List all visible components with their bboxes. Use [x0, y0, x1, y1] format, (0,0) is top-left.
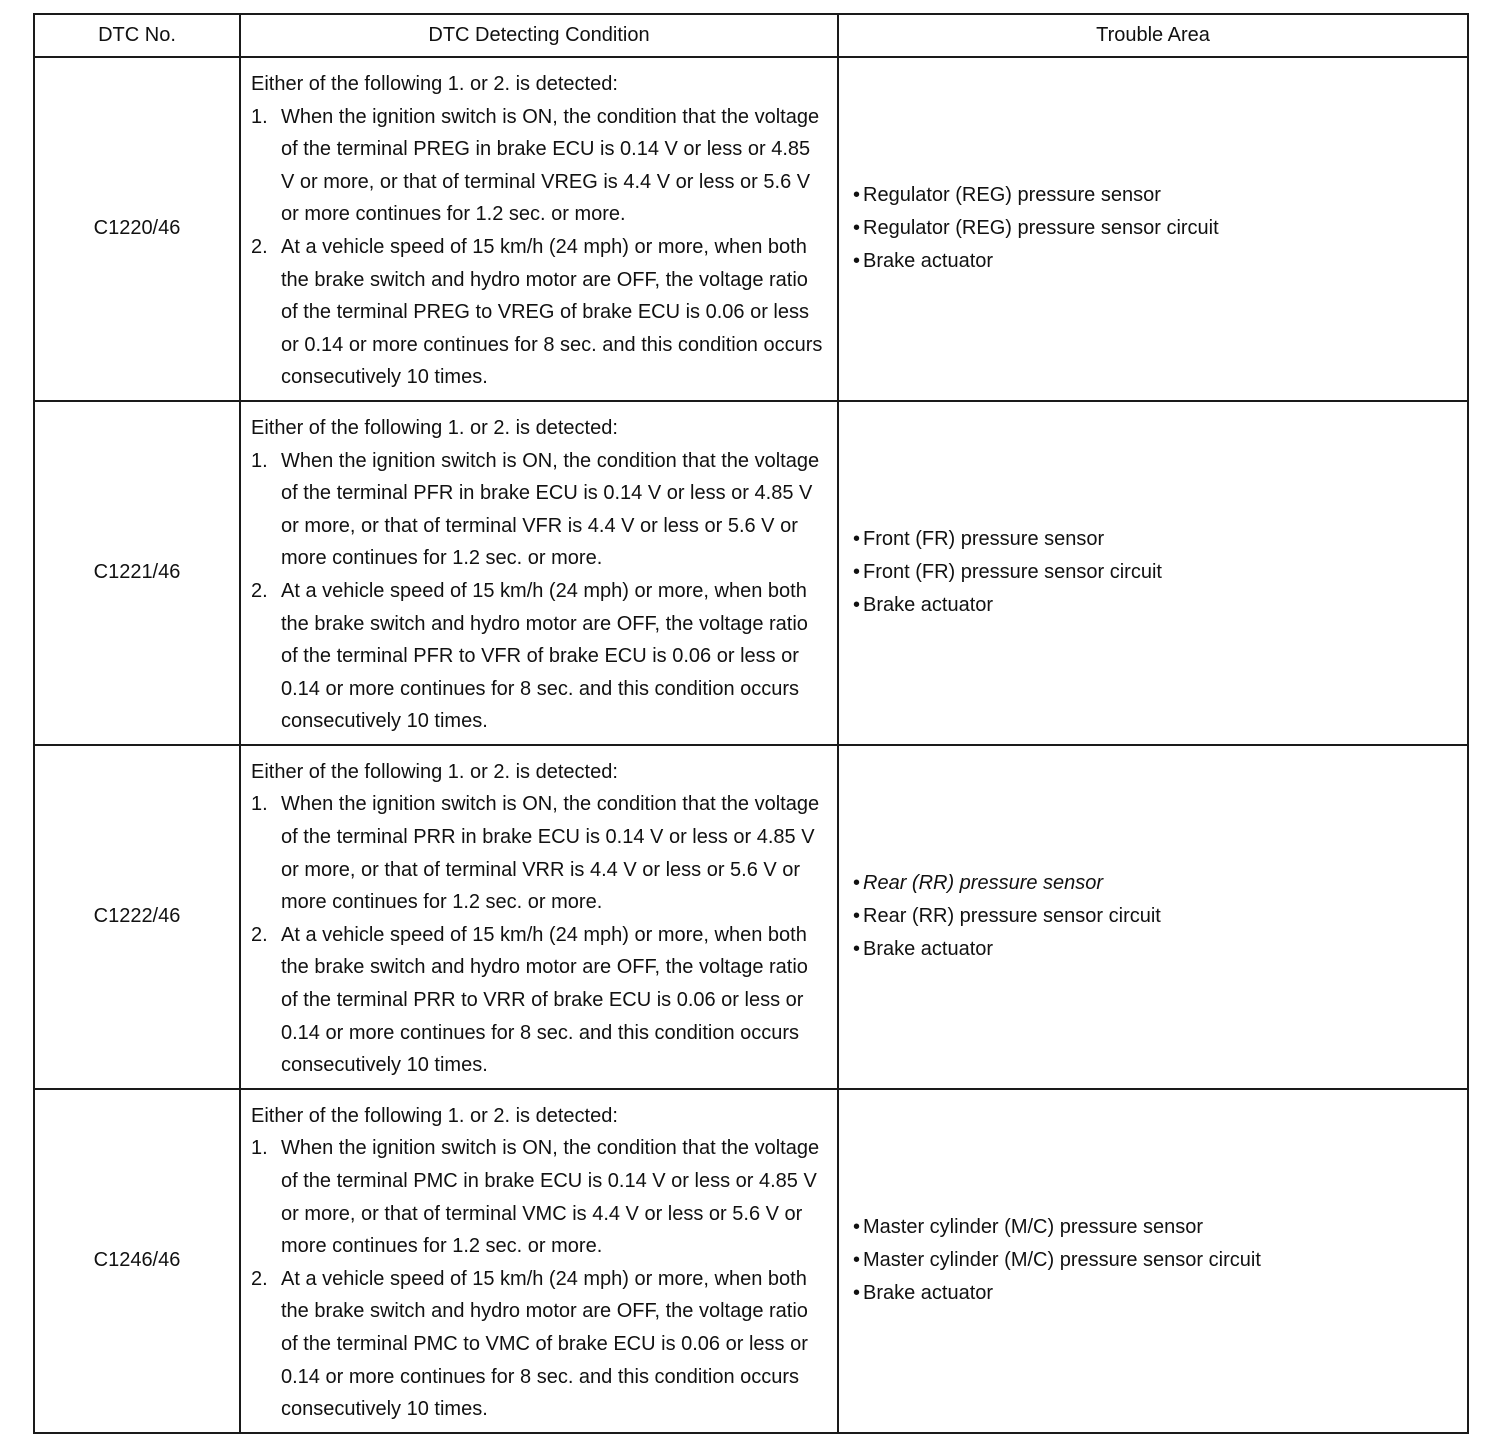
trouble-area-item: [853, 1244, 1453, 1277]
condition-item-2: [251, 231, 827, 394]
item-number: 2.: [251, 1267, 268, 1290]
item-text: When the ignition switch is ON, the condition that the voltage of the terminal PRR in brake ECU is 0.14 V or less or 4.85 V or more, or that of terminal VRR is 4.4 V or less or 5.6 V or more continues for 1.2 sec. or more.: [281, 793, 820, 914]
trouble-area: [838, 57, 1468, 401]
condition-item-2: [251, 1263, 827, 1426]
bullet-icon: •: [853, 250, 861, 273]
condition-intro: Either of the following 1. or 2. is detected:: [251, 760, 618, 783]
condition-intro: Either of the following 1. or 2. is detected:: [251, 416, 618, 439]
bullet-icon: •: [853, 217, 861, 240]
item-text: At a vehicle speed of 15 km/h (24 mph) or more, when both the brake switch and hydro motor are OFF, the voltage ratio of the terminal PMC to VMC of brake ECU is 0.06 or less or 0.14 or more continues for 8 sec. and this condition occurs consecutively 10 times.: [281, 1267, 808, 1421]
trouble-area-text: Master cylinder (M/C) pressure sensor: [863, 1216, 1204, 1239]
condition-item-2: [251, 919, 827, 1082]
condition-intro: Either of the following 1. or 2. is detected:: [251, 73, 618, 95]
dtc-table: [33, 13, 1469, 1434]
condition-intro: Either of the following 1. or 2. is detected:: [251, 1104, 618, 1127]
condition-item-1: [251, 445, 827, 575]
trouble-area-item: [853, 1277, 1453, 1310]
item-number: 1.: [251, 449, 268, 472]
item-text: When the ignition switch is ON, the condition that the voltage of the terminal PMC in brake ECU is 0.14 V or less or 4.85 V or more, or that of terminal VMC is 4.4 V or less or 5.6 V or more continues for 1.2 sec. or more.: [281, 1137, 820, 1258]
trouble-area-text: Regulator (REG) pressure sensor circuit: [863, 217, 1219, 240]
bullet-icon: •: [853, 528, 861, 551]
table-row: [34, 57, 1468, 401]
trouble-area-text: Brake actuator: [863, 1282, 994, 1305]
dtc-code: C1221/46: [34, 401, 240, 745]
trouble-area-text: Brake actuator: [863, 250, 994, 273]
item-number: 1.: [251, 793, 268, 816]
trouble-area-text: Brake actuator: [863, 938, 994, 961]
item-text: At a vehicle speed of 15 km/h (24 mph) or more, when both the brake switch and hydro motor are OFF, the voltage ratio of the terminal PRR to VRR of brake ECU is 0.06 or less or 0.14 or more continues for 8 sec. and this condition occurs consecutively 10 times.: [281, 923, 808, 1077]
trouble-area-text: Master cylinder (M/C) pressure sensor circuit: [863, 1249, 1261, 1272]
table-row: [34, 401, 1468, 745]
trouble-area-item: [853, 179, 1453, 212]
trouble-area-item: [853, 900, 1453, 933]
trouble-area-text: Rear (RR) pressure sensor circuit: [863, 905, 1161, 928]
header-condition: DTC Detecting Condition: [240, 14, 838, 57]
trouble-area-item: [853, 556, 1453, 589]
condition-item-1: [251, 788, 827, 918]
item-number: 2.: [251, 579, 268, 602]
header-dtc-no: DTC No.: [34, 14, 240, 57]
dtc-code: C1246/46: [34, 1089, 240, 1433]
trouble-area-item: [853, 212, 1453, 245]
trouble-area: [838, 745, 1468, 1089]
trouble-area-text: Regulator (REG) pressure sensor: [863, 184, 1161, 207]
dtc-code: C1220/46: [34, 57, 240, 401]
trouble-area-text: Rear (RR) pressure sensor: [863, 872, 1104, 895]
item-text: When the ignition switch is ON, the condition that the voltage of the terminal PREG in brake ECU is 0.14 V or less or 4.85 V or more, or that of terminal VREG is 4.4 V or less or 5.6 V or more continues for 1.2 sec. or more.: [281, 105, 820, 226]
item-number: 2.: [251, 923, 268, 946]
bullet-icon: •: [853, 1249, 861, 1272]
item-text: At a vehicle speed of 15 km/h (24 mph) or more, when both the brake switch and hydro motor are OFF, the voltage ratio of the terminal PFR to VFR of brake ECU is 0.06 or less or 0.14 or more continues for 8 sec. and this condition occurs consecutively 10 times.: [281, 579, 808, 733]
bullet-icon: •: [853, 1282, 861, 1305]
header-row: [34, 14, 1468, 57]
bullet-icon: •: [853, 905, 861, 928]
condition-item-1: [251, 101, 827, 231]
item-number: 2.: [251, 235, 268, 258]
table-row: [34, 745, 1468, 1089]
detecting-condition: [240, 57, 838, 401]
item-text: At a vehicle speed of 15 km/h (24 mph) or more, when both the brake switch and hydro motor are OFF, the voltage ratio of the terminal PREG to VREG of brake ECU is 0.06 or less or 0.14 or more continues for 8 sec. and this condition occurs consecutively 10 times.: [281, 235, 823, 389]
bullet-icon: •: [853, 184, 861, 207]
detecting-condition: [240, 401, 838, 745]
trouble-area: [838, 1089, 1468, 1433]
detecting-condition: [240, 745, 838, 1089]
table-header: [34, 14, 1468, 57]
bullet-icon: •: [853, 1216, 861, 1239]
table-row: [34, 1089, 1468, 1433]
trouble-area-item: [853, 589, 1453, 622]
item-number: 1.: [251, 105, 268, 128]
trouble-area-item: [853, 245, 1453, 278]
trouble-area-item: [853, 933, 1453, 966]
item-number: 1.: [251, 1137, 268, 1160]
condition-item-2: [251, 575, 827, 738]
trouble-area-item: [853, 867, 1453, 900]
bullet-icon: •: [853, 561, 861, 584]
bullet-icon: •: [853, 872, 861, 895]
item-text: When the ignition switch is ON, the condition that the voltage of the terminal PFR in brake ECU is 0.14 V or less or 4.85 V or more, or that of terminal VFR is 4.4 V or less or 5.6 V or more continues for 1.2 sec. or more.: [281, 449, 820, 570]
trouble-area: [838, 401, 1468, 745]
bullet-icon: •: [853, 594, 861, 617]
trouble-area-item: [853, 523, 1453, 556]
detecting-condition: [240, 1089, 838, 1433]
trouble-area-text: Front (FR) pressure sensor: [863, 528, 1105, 551]
header-trouble-area: Trouble Area: [838, 14, 1468, 57]
trouble-area-text: Brake actuator: [863, 594, 994, 617]
dtc-code: C1222/46: [34, 745, 240, 1089]
trouble-area-item: [853, 1211, 1453, 1244]
trouble-area-text: Front (FR) pressure sensor circuit: [863, 561, 1162, 584]
table-body: [34, 57, 1468, 1433]
bullet-icon: •: [853, 938, 861, 961]
condition-item-1: [251, 1132, 827, 1262]
